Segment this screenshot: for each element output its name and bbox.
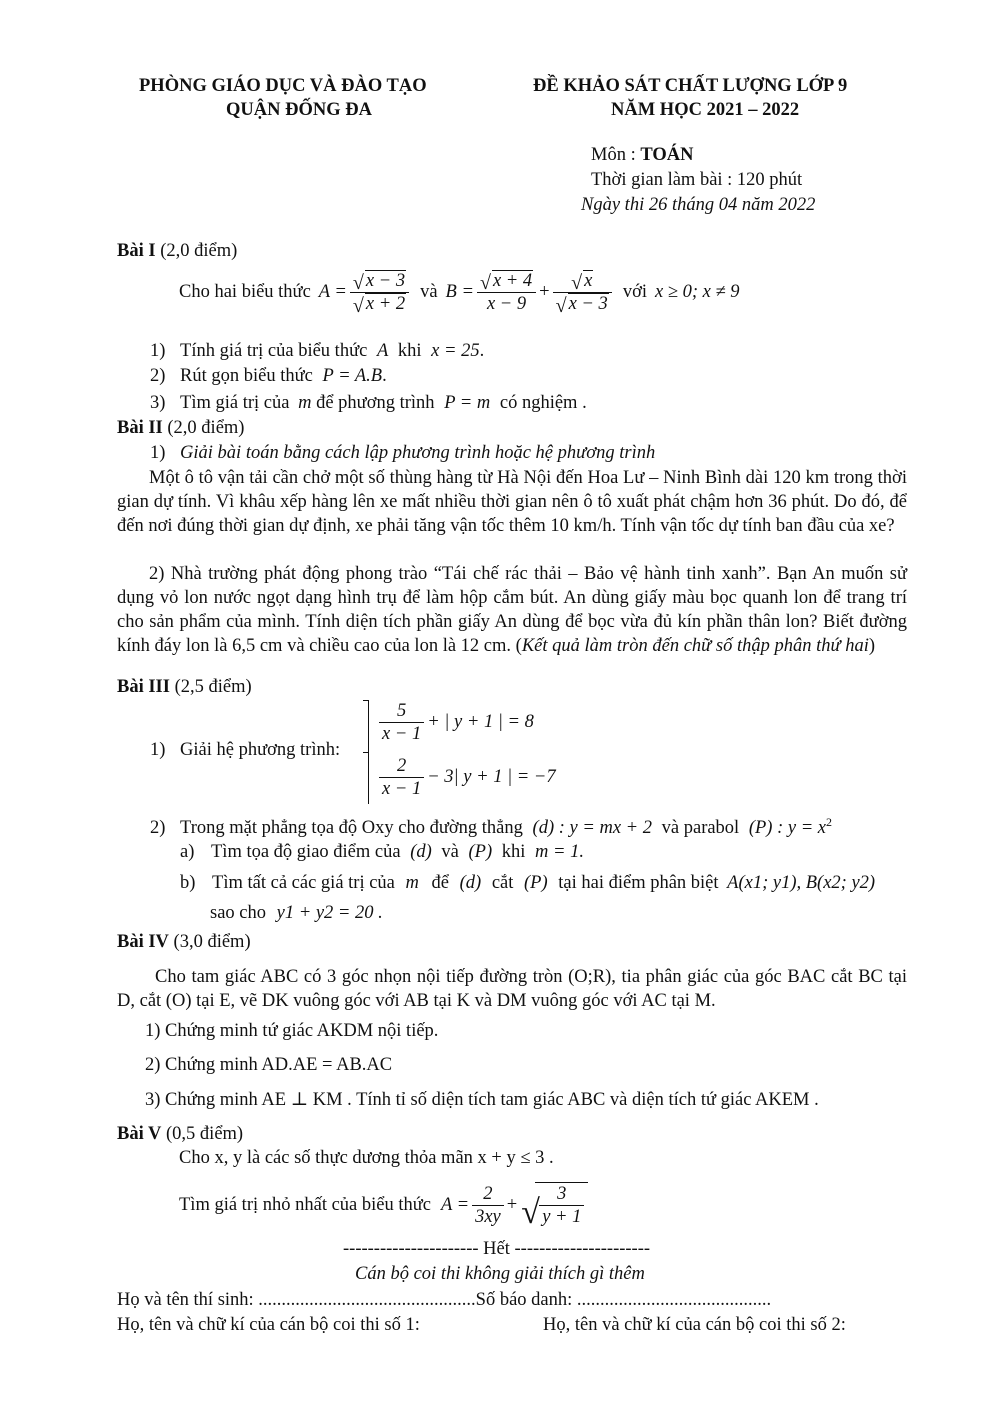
problem-1-question-1: 1) Tính giá trị của biểu thức A khi x = 25. [150,341,485,361]
expr-b-numerator-2: x [584,270,593,291]
and-text: và [441,842,459,862]
equation-p-m: P = m [444,393,491,413]
system-equation-2 [376,755,556,800]
question-number: 1) [150,443,166,463]
rounding-note: Kết quả làm tròn đến chữ số thập phân thứ hai [521,636,869,656]
problem-2-title: Bài II [117,418,163,438]
problem-1-intro: Cho hai biểu thức [179,281,311,302]
variable-m: m [298,393,312,413]
exponent: 2 [826,815,833,829]
subject-label: Môn : [591,145,641,165]
fraction-2-numerator: 3 [557,1184,567,1204]
question-text: Tìm tất cả các giá trị của [212,873,395,893]
text-de: để [431,873,449,893]
closing-paren: ) [868,636,876,656]
eq2-rest: − 3| y + 1 | = −7 [427,767,556,787]
x-value: x = 25 [431,341,480,361]
text-cat: cắt [491,873,514,893]
problem-3-question-2b-condition [210,903,383,924]
department-name: PHÒNG GIÁO DỤC VÀ ĐÀO TẠO [139,76,427,96]
parabola-ref: (P) [524,873,548,893]
question-number: 2) [150,366,166,386]
problem-3-question-2 [150,815,832,839]
problem-5-points: (0,5 điểm) [161,1124,244,1144]
variable-m: m [405,873,419,893]
points-a-b: A(x1; y1), B(x2; y2) [727,873,876,893]
question-text: Tìm giá trị nhỏ nhất của biểu thức [179,1194,431,1215]
district-name: QUẬN ĐỐNG ĐA [226,100,372,120]
question-letter: a) [180,842,195,862]
expr-b-numerator-1: x + 4 [492,270,533,291]
question-text: Tìm giá trị của [180,393,290,413]
problem-5-question: Tìm giá trị nhỏ nhất của biểu thức A = $\frac{2}{3xy}$ + √ $\frac{3}{y + 1}$ [179,1175,588,1235]
expr-b-fraction-1: √ x + 4 x − 9 [477,270,536,315]
system-equation-1 [376,700,534,745]
problem-1-question-3 [150,393,587,414]
expr-a-denominator: x + 2 [365,293,406,314]
question-number: 1) [150,341,166,361]
text-two-points: tại hai điểm phân biệt [558,873,719,893]
fraction-1-numerator: 2 [483,1183,493,1204]
subject-line [591,145,693,166]
fraction-1-denominator: 3xy [475,1206,501,1227]
problem-3-question-2b [180,873,875,894]
expr-a-fraction: √ x − 3 √ x + 2 [350,270,409,315]
problem-1-points: (2,0 điểm) [155,241,238,261]
cylinder-problem-text: 2) Nhà trường phát động phong trào “Tái chế rác thải – Bảo vệ hành tinh xanh”. Bạn An muốn sử dụng vỏ lon nước ngọt dạng hình trụ để làm hộp cắm bút. An dùng giấy màu bọc quanh lon để trang trí cho sản phẩm của mình. Tính diện tích phần giấy An dùng để bọc vừa đủ kín phần thân lon? Biết đường kính đáy lon là 6,5 cm và chiều cao của lon là 12 cm. ( [117,564,907,656]
expr-b-label: B = [445,281,474,302]
subject-name: TOÁN [640,145,694,165]
proctor-2-signature: Họ, tên và chữ kí của cán bộ coi thi số 2: [543,1315,846,1335]
question-letter: b) [180,873,196,893]
exam-date: Ngày thi 26 tháng 04 năm 2022 [581,195,816,215]
problem-2-points: (2,0 điểm) [162,418,245,438]
expr-p: P = A.B [322,366,383,386]
question-text: Tìm tọa độ giao điểm của [211,842,401,862]
expr-a-numerator: x − 3 [365,270,406,291]
expr-sqrt: √ $\frac{3}{y + 1}$ [521,1182,588,1228]
question-text-2: để phương trình [316,393,435,413]
problem-4-question-2: 2) Chứng minh AD.AE = AB.AC [145,1055,393,1075]
problem-1-expressions: Cho hai biểu thức A = √ x − 3 √ x + 2 và B = √ x + 4 x − 9 + √ x √ x − 3 với x ≥ 0; x ≠ 9 [179,270,740,317]
line-d: (d) : y = mx + 2 [532,818,653,839]
expr-b-denominator-2: x − 3 [568,293,608,314]
problem-3-heading [117,677,252,698]
and-parabola-text: và parabol [661,818,740,839]
domain-condition: x ≥ 0; x ≠ 9 [655,281,740,302]
parabola-ref: (P) [468,842,493,862]
expr-a-label: A = [441,1194,470,1215]
fraction-2-denominator: y + 1 [542,1207,582,1227]
m-value: m = 1. [535,842,584,862]
eq1-numerator: 5 [396,701,407,721]
expr-b-denominator-1: x − 9 [486,293,527,314]
and-text: và [420,281,438,302]
problem-1-heading [117,241,237,262]
eq2-numerator: 2 [396,756,407,776]
time-limit: Thời gian làm bài : 120 phút [591,170,803,190]
variable-a: A [376,341,389,361]
problem-1-title: Bài I [117,241,156,261]
question-text: Tính giá trị của biểu thức [180,341,368,361]
problem-2-heading [117,418,244,439]
line-d-ref: (d) [410,842,432,862]
proctor-1-signature: Họ, tên và chữ kí của cán bộ coi thi số 1: [117,1315,420,1335]
expr-a-label: A = [318,281,347,302]
problem-2-question-2-text [117,562,907,658]
problem-5-intro: Cho x, y là các số thực dương thỏa mãn x + y ≤ 3 . [179,1148,554,1168]
problem-4-question-3: 3) Chứng minh AE ⊥ KM . Tính tỉ số diện tích tam giác ABC và diện tích tứ giác AKEM . [145,1090,819,1110]
end-marker: ---------------------- Hết ---------------------- [343,1239,651,1259]
eq1-rest: + | y + 1 | = 8 [427,712,534,732]
line-d-ref: (d) [459,873,482,893]
proctor-note: Cán bộ coi thi không giải thích gì thêm [355,1264,645,1284]
problem-3-question-1 [150,740,340,761]
problem-5-heading [117,1124,243,1145]
problem-3-title: Bài III [117,677,170,697]
problem-4-heading [117,932,251,953]
question-text: Trong mặt phẳng tọa độ Oxy cho đường thẳng [180,818,523,839]
problem-2-question-1-text [117,466,907,538]
when-text: khi [501,842,526,862]
problem-4-points: (3,0 điểm) [168,932,251,952]
problem-4-title: Bài IV [117,932,169,952]
expr-b-fraction-2: √ x √ x − 3 [553,270,612,315]
problem-3-points: (2,5 điểm) [169,677,252,697]
question-text-3: có nghiệm . [499,393,587,413]
problem-2-question-1-title [150,443,655,464]
question-text: Giải hệ phương trình: [180,740,341,760]
word-problem-text: Một ô tô vận tải cần chở một số thùng hàng từ Hà Nội đến Hoa Lư – Ninh Bình dài 120 km trong thời gian dự tính. Vì khâu xếp hàng lên xe mất nhiều thời gian nên ô tô xuất phát chậm hơn 36 phút. Do đó, để đến nơi đúng thời gian dự định, xe phải tăng vận tốc thêm 10 km/h. Tính vận tốc dự tính ban đầu của xe? [117,468,907,536]
such-that-text: sao cho [210,903,266,923]
candidate-info-line: Họ và tên thí sinh: ...............................................Số báo danh: .......................................... [117,1290,772,1310]
geometry-setup-text: Cho tam giác ABC có 3 góc nhọn nội tiếp đường tròn (O;R), tia phân giác của góc BAC cắt BC tại D, cắt (O) tại E, vẽ DK vuông góc với AB tại K và DM vuông góc với AC tại M. [117,967,907,1011]
with-text: với [622,281,647,302]
eq1-denominator: x − 1 [382,724,422,744]
problem-4-question-1: 1) Chứng minh tứ giác AKDM nội tiếp. [145,1021,439,1041]
problem-1-question-2: 2) Rút gọn biểu thức P = A.B. [150,366,387,386]
problem-5-title: Bài V [117,1124,162,1144]
question-number: 3) [150,393,166,413]
problem-3-question-2a [180,842,584,863]
question-instruction: Giải bài toán bằng cách lập phương trình hoặc hệ phương trình [180,443,656,463]
when-text: khi [397,341,422,361]
question-text: Rút gọn biểu thức [180,366,313,386]
eq2-denominator: x − 1 [382,779,422,799]
sum-condition: y1 + y2 = 20 . [276,903,383,923]
question-number: 2) [150,818,166,839]
parabola-p: (P) : y = x [748,818,827,839]
question-number: 1) [150,740,166,760]
exam-title: ĐỀ KHẢO SÁT CHẤT LƯỢNG LỚP 9 [533,76,848,96]
school-year: NĂM HỌC 2021 – 2022 [611,100,800,120]
problem-4-intro [117,965,907,1013]
expr-fraction-1 [472,1183,504,1228]
